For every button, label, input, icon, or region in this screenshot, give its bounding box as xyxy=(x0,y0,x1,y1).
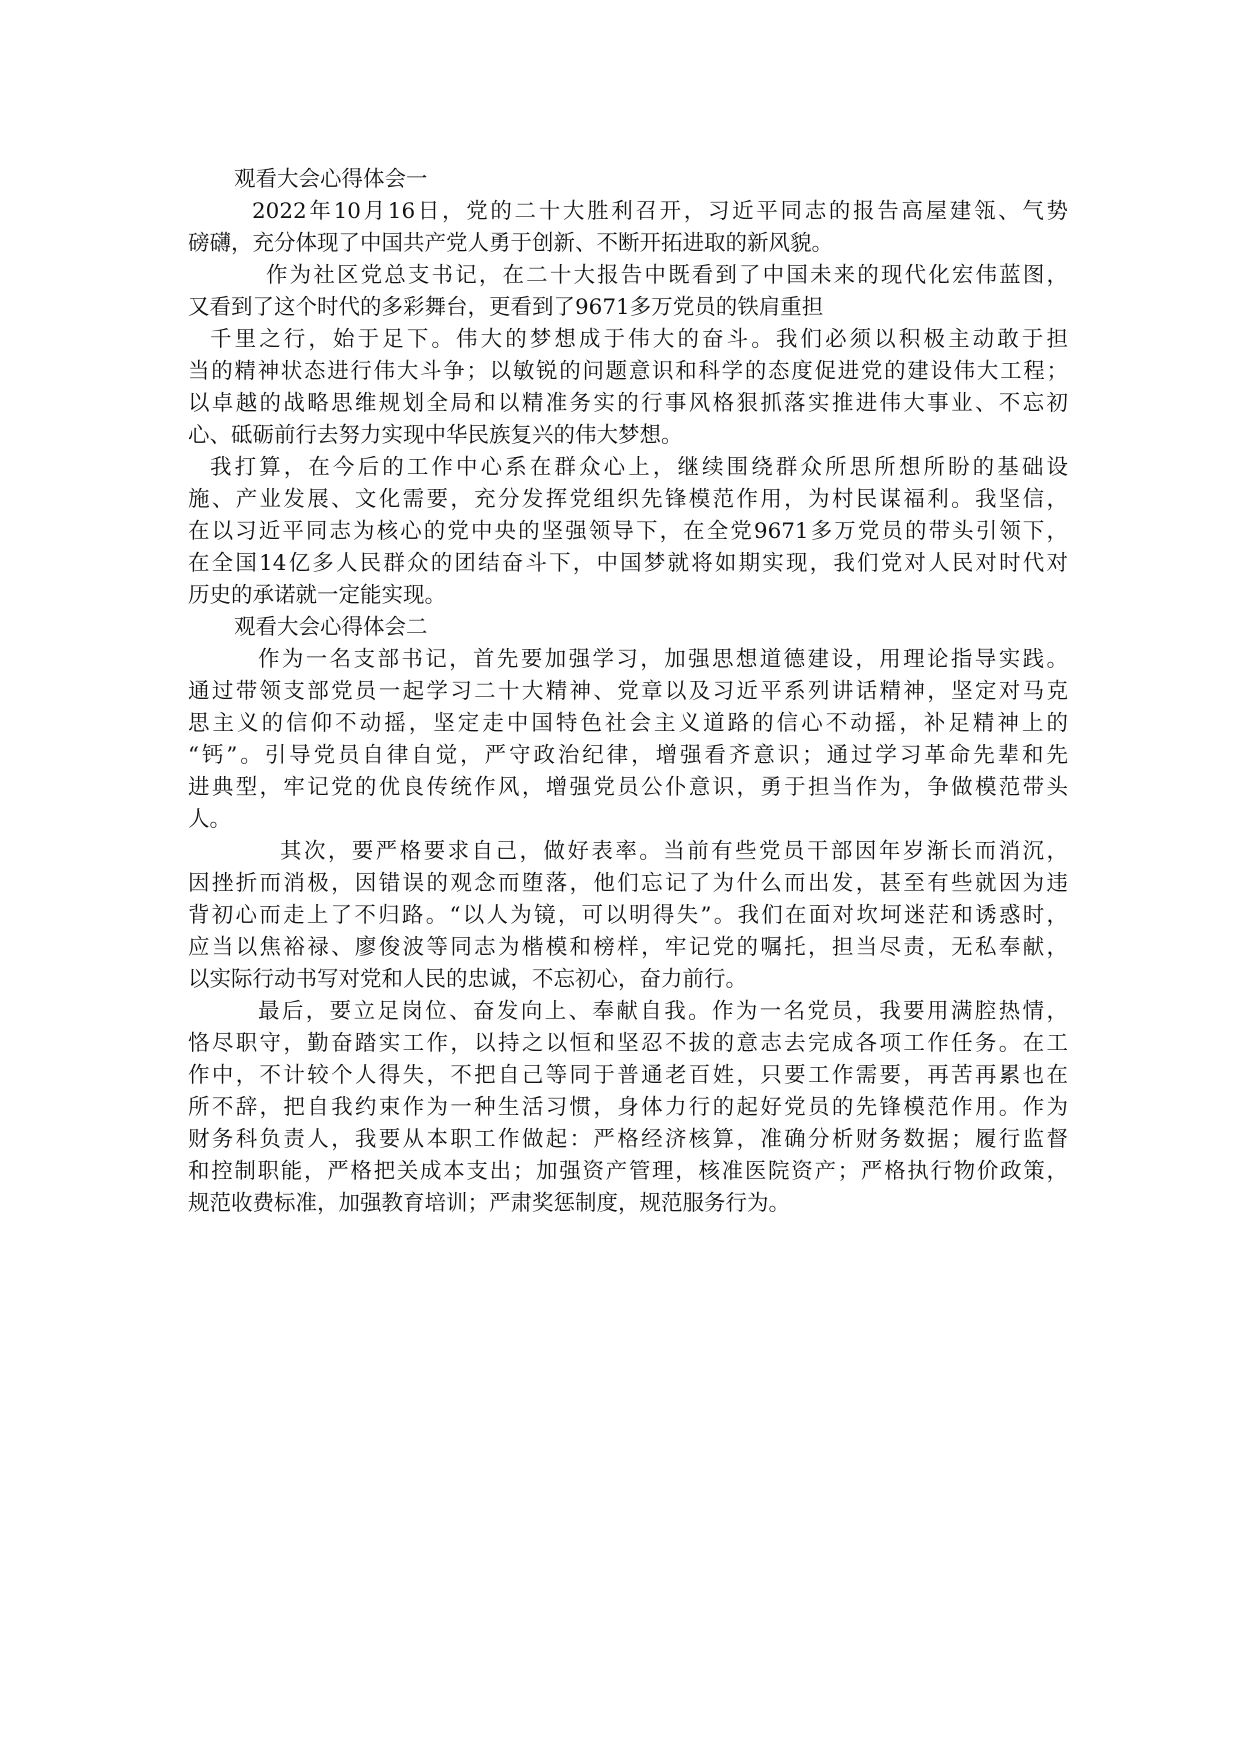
paragraph-line: 以实际行动书写对党和人民的忠诚，不忘初心，奋力前行。 xyxy=(188,967,748,992)
paragraph-line: 在以习近平同志为核心的党中央的坚强领导下，在全党9671多万党员的带头引领下， xyxy=(188,519,1068,544)
paragraph-line: 历史的承诺就一定能实现。 xyxy=(188,583,447,608)
paragraph-line: 心、砥砺前行去努力实现中华民族复兴的伟大梦想。 xyxy=(188,423,683,448)
paragraph-2 xyxy=(188,260,1068,324)
section-title-1: 观看大会心得体会一 xyxy=(234,167,428,192)
paragraph-5 xyxy=(188,644,1068,836)
paragraph-line: 因挫折而消极，因错误的观念而堕落，他们忘记了为什么而出发，甚至有些就因为违 xyxy=(188,871,1068,896)
paragraph-line: 以卓越的战略思维规划全局和以精准务实的行事风格狠抓落实推进伟大事业、不忘初 xyxy=(188,391,1068,416)
paragraph-1 xyxy=(188,196,1068,260)
paragraph-line: 进典型，牢记党的优良传统作风，增强党员公仆意识，勇于担当作为，争做模范带头 xyxy=(188,775,1068,800)
paragraph-line: 当的精神状态进行伟大斗争；以敏锐的问题意识和科学的态度促进党的建设伟大工程； xyxy=(188,359,1068,384)
paragraph-line: 通过带领支部党员一起学习二十大精神、党章以及习近平系列讲话精神，坚定对马克 xyxy=(188,679,1068,704)
paragraph-line: 应当以焦裕禄、廖俊波等同志为楷模和榜样，牢记党的嘱托，担当尽责，无私奉献， xyxy=(188,935,1068,960)
paragraph-6 xyxy=(188,836,1068,996)
paragraph-line: 又看到了这个时代的多彩舞台，更看到了9671多万党员的铁肩重担 xyxy=(188,295,824,320)
paragraph-4 xyxy=(188,452,1068,612)
paragraph-line: 在全国14亿多人民群众的团结奋斗下，中国梦就将如期实现，我们党对人民对时代对 xyxy=(188,551,1068,576)
paragraph-line: 背初心而走上了不归路。“以人为镜，可以明得失”。我们在面对坎坷迷茫和诱惑时， xyxy=(188,903,1068,928)
paragraph-line: 作为社区党总支书记，在二十大报告中既看到了中国未来的现代化宏伟蓝图， xyxy=(266,263,1068,288)
paragraph-line: 所不辞，把自我约束作为一种生活习惯，身体力行的起好党员的先锋模范作用。作为 xyxy=(188,1095,1068,1120)
paragraph-line: 恪尽职守，勤奋踏实工作，以持之以恒和坚忍不拔的意志去完成各项工作任务。在工 xyxy=(188,1031,1068,1056)
paragraph-7 xyxy=(188,996,1068,1220)
paragraph-line: “钙”。引导党员自律自觉，严守政治纪律，增强看齐意识；通过学习革命先辈和先 xyxy=(188,743,1068,768)
paragraph-line: 磅礴，充分体现了中国共产党人勇于创新、不断开拓进取的新风貌。 xyxy=(188,231,834,256)
paragraph-line: 财务科负责人，我要从本职工作做起：严格经济核算，准确分析财务数据；履行监督 xyxy=(188,1127,1068,1152)
paragraph-line: 作中，不计较个人得失，不把自己等同于普通老百姓，只要工作需要，再苦再累也在 xyxy=(188,1063,1068,1088)
paragraph-line: 最后，要立足岗位、奋发向上、奉献自我。作为一名党员，我要用满腔热情， xyxy=(258,999,1068,1024)
paragraph-line: 其次，要严格要求自己，做好表率。当前有些党员干部因年岁渐长而消沉， xyxy=(280,839,1068,864)
paragraph-line: 作为一名支部书记，首先要加强学习，加强思想道德建设，用理论指导实践。 xyxy=(258,647,1068,672)
document-body xyxy=(188,164,1068,1220)
paragraph-line: 和控制职能，严格把关成本支出；加强资产管理，核准医院资产；严格执行物价政策， xyxy=(188,1159,1068,1184)
paragraph-line: 施、产业发展、文化需要，充分发挥党组织先锋模范作用，为村民谋福利。我坚信， xyxy=(188,487,1068,512)
paragraph-line: 思主义的信仰不动摇，坚定走中国特色社会主义道路的信心不动摇，补足精神上的 xyxy=(188,711,1068,736)
paragraph-line: 人。 xyxy=(188,807,232,832)
paragraph-line: 规范收费标准，加强教育培训；严肃奖惩制度，规范服务行为。 xyxy=(188,1191,791,1216)
section-title-2: 观看大会心得体会二 xyxy=(234,615,428,640)
paragraph-3 xyxy=(188,324,1068,452)
paragraph-line: 千里之行，始于足下。伟大的梦想成于伟大的奋斗。我们必须以积极主动敢于担 xyxy=(210,327,1068,352)
paragraph-line: 2022年10月16日，党的二十大胜利召开，习近平同志的报告高屋建瓴、气势 xyxy=(252,199,1068,224)
paragraph-line: 我打算，在今后的工作中心系在群众心上，继续围绕群众所思所想所盼的基础设 xyxy=(210,455,1068,480)
